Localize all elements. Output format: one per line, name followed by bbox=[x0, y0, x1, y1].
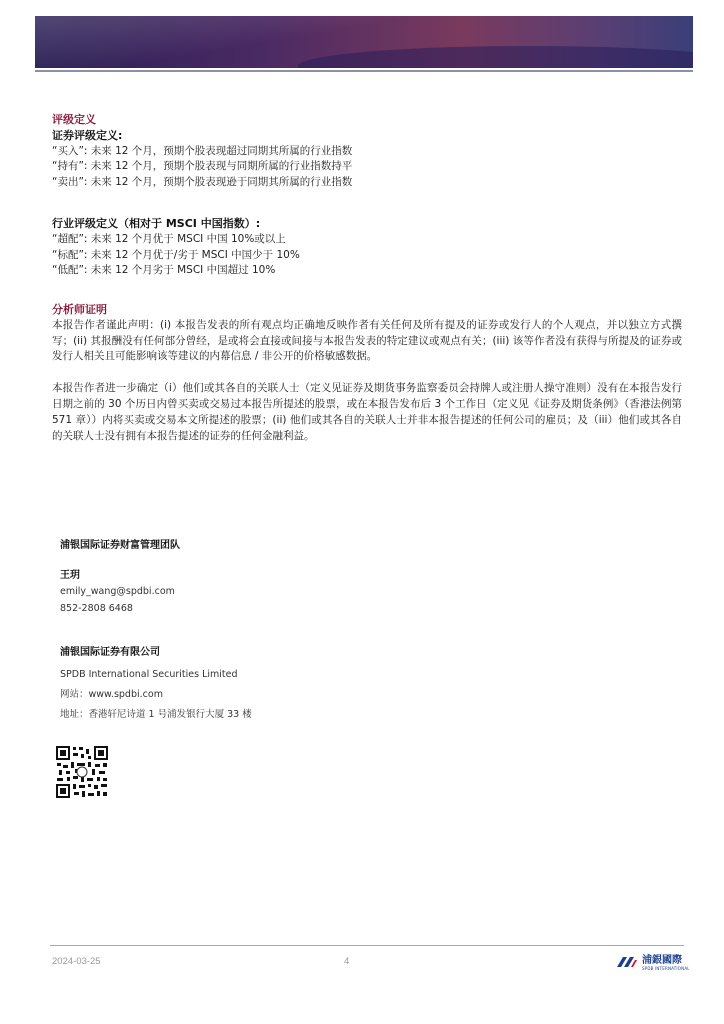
analyst-para-2: 本报告作者进一步确定（i）他们或其各自的关联人士（定义见证券及期货事务监察委员会持牌人或注册人操守准则）没有在本报告发行日期之前的 30 个历日内曾买卖或交易过本报告所提述的股票，或在本报告发布后 3 个工作日（定义见《证券及期货条例》（香港法例第 571 章））内将买卖或交易本文所提述的股票；(ii) 他们或其各自的关联人士并非本报告提述的任何公司的雇员；及（iii）他们或其各自的关联人士没有拥有本报告提述的证券的任何金融利益。 bbox=[52, 382, 682, 442]
analyst-title: 分析师证明 bbox=[52, 303, 107, 316]
company-address: 地址：香港轩尼诗道 1 号浦发银行大厦 33 楼 bbox=[60, 709, 252, 720]
industry-rating-section bbox=[52, 216, 300, 279]
footer-page-number: 4 bbox=[344, 956, 350, 967]
rating-title: 评级定义 bbox=[52, 113, 96, 126]
header-divider bbox=[35, 70, 693, 72]
footer-date: 2024-03-25 bbox=[52, 956, 101, 967]
analyst-para-1: 本报告作者谨此声明：(i) 本报告发表的所有观点均正确地反映作者有关任何及所有提及的证券或发行人的个人观点，并以独立方式撰写；(ii) 其报酬没有任何部分曾经，是或将会直接或间接与本报告发表的特定建议或观点有关；(iii) 该等作者没有获得与所提及的证券或发行人相关且可能影响该等建议的内幕信息 / 非公开的价格敏感数据。 bbox=[52, 318, 682, 363]
footer-logo bbox=[616, 954, 690, 973]
company-name-en: SPDB International Securities Limited bbox=[60, 669, 238, 680]
analyst-section bbox=[52, 302, 682, 444]
header-banner bbox=[35, 16, 693, 68]
team-name: 浦银国际证券财富管理团队 bbox=[60, 540, 180, 551]
industry-rating-underweight: “低配”: 未来 12 个月劣于 MSCI 中国超过 10% bbox=[52, 264, 276, 277]
company-name-cn: 浦银国际证券有限公司 bbox=[60, 647, 160, 658]
qr-code-icon bbox=[55, 745, 109, 799]
stock-rating-buy: “买入”: 未来 12 个月，预期个股表现超过同期其所属的行业指数 bbox=[52, 144, 353, 157]
industry-rating-overweight: “超配”: 未来 12 个月优于 MSCI 中国 10%或以上 bbox=[52, 232, 286, 245]
analyst-name: 王玥 bbox=[60, 570, 80, 581]
industry-rating-neutral: “标配”: 未来 12 个月优于/劣于 MSCI 中国少于 10% bbox=[52, 248, 300, 261]
analyst-phone: 852-2808 6468 bbox=[60, 603, 133, 614]
rating-section bbox=[52, 112, 352, 191]
logo-name: 浦銀國際 bbox=[642, 955, 682, 966]
industry-rating-title: 行业评级定义（相对于 MSCI 中国指数）: bbox=[52, 217, 261, 230]
analyst-email[interactable]: emily_wang@spdbi.com bbox=[60, 586, 175, 597]
footer-divider bbox=[50, 945, 684, 946]
company-website[interactable]: 网站：www.spdbi.com bbox=[60, 689, 163, 700]
stock-rating-sell: “卖出”: 未来 12 个月，预期个股表现逊于同期其所属的行业指数 bbox=[52, 176, 353, 189]
stock-rating-title: 证券评级定义: bbox=[52, 128, 123, 142]
spdb-logo-icon bbox=[616, 954, 638, 973]
stock-rating-hold: “持有”: 未来 12 个月，预期个股表现与同期所属的行业指数持平 bbox=[52, 160, 353, 173]
logo-subtitle: SPDB INTERNATIONAL bbox=[642, 966, 690, 971]
